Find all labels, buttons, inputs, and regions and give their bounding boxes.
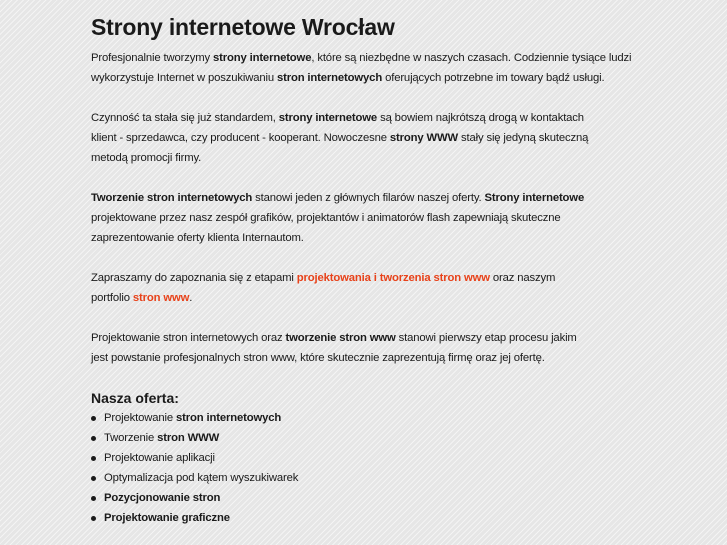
item-text: Optymalizacja pod kątem wyszukiwarek	[104, 472, 299, 484]
keyword-bold: tworzenie stron www	[285, 332, 396, 344]
text-span: są bowiem najkrótszą drogą w kontaktach	[377, 112, 584, 124]
list-item	[91, 468, 711, 488]
text-span: stanowi pierwszy etap procesu jakim	[395, 332, 577, 344]
portfolio-link[interactable]: stron www	[132, 292, 190, 304]
stages-link[interactable]: projektowania i tworzenia stron www	[296, 272, 490, 284]
keyword-bold: strony internetowe	[212, 52, 312, 64]
text-span: Projektowanie stron internetowych oraz	[91, 332, 286, 344]
text-span: Zapraszamy do zapoznania się z etapami	[91, 272, 297, 284]
text-span: jest powstanie profesjonalnych stron www, które skutecznie zaprezentują firmę oraz jej ofertę.	[91, 352, 545, 364]
bullet-icon	[91, 476, 96, 481]
text-span: Profesjonalnie tworzymy	[91, 52, 213, 64]
bullet-icon	[91, 516, 96, 521]
text-span: oferujących potrzebne im towary bądź usługi.	[382, 72, 605, 84]
keyword-bold: Tworzenie stron internetowych	[91, 192, 253, 204]
item-bold: Projektowanie graficzne	[104, 512, 230, 524]
list-item	[91, 488, 711, 508]
keyword-bold: strony WWW	[389, 132, 458, 144]
item-bold: Pozycjonowanie stron	[104, 492, 221, 504]
bullet-icon	[91, 456, 96, 461]
invite-paragraph	[91, 268, 711, 308]
text-span: metodą promocji firmy.	[91, 152, 202, 164]
intro-paragraph	[91, 48, 711, 88]
text-span: projektowane przez nasz zespół grafików, projektantów i animatorów flash zapewniają skuteczne	[91, 212, 561, 224]
offer-heading: Nasza oferta:	[91, 390, 179, 406]
bullet-icon	[91, 436, 96, 441]
text-span: klient - sprzedawca, czy producent - kooperant. Nowoczesne	[91, 132, 390, 144]
list-item	[91, 408, 711, 428]
process-paragraph	[91, 328, 711, 368]
text-span: stanowi jeden z głównych filarów naszej oferty.	[252, 192, 485, 204]
main-content	[91, 12, 711, 528]
list-item	[91, 448, 711, 468]
item-bold: stron internetowych	[176, 412, 282, 424]
item-text: Projektowanie aplikacji	[104, 452, 215, 464]
offer-paragraph	[91, 188, 711, 248]
item-text: Tworzenie	[104, 432, 158, 444]
bullet-icon	[91, 496, 96, 501]
item-text: Projektowanie	[104, 412, 176, 424]
page-title: Strony internetowe Wrocław	[91, 14, 395, 40]
text-span: , które są niezbędne w naszych czasach. Codziennie tysiące ludzi	[311, 52, 632, 64]
list-item	[91, 508, 711, 528]
list-item	[91, 428, 711, 448]
text-span: stały się jedyną skuteczną	[457, 132, 589, 144]
bullet-icon	[91, 416, 96, 421]
item-bold: stron WWW	[157, 432, 220, 444]
text-span: portfolio	[91, 292, 133, 304]
keyword-bold: Strony internetowe	[484, 192, 585, 204]
text-span: wykorzystuje Internet w poszukiwaniu	[91, 72, 277, 84]
text-span: Czynność ta stała się już standardem,	[91, 112, 279, 124]
standard-paragraph	[91, 108, 711, 168]
offer-list	[91, 408, 711, 528]
keyword-bold: strony internetowe	[278, 112, 378, 124]
text-span: zaprezentowanie oferty klienta Internautom.	[91, 232, 304, 244]
keyword-bold: stron internetowych	[276, 72, 383, 84]
text-span: oraz naszym	[489, 272, 556, 284]
text-span: .	[189, 292, 193, 304]
